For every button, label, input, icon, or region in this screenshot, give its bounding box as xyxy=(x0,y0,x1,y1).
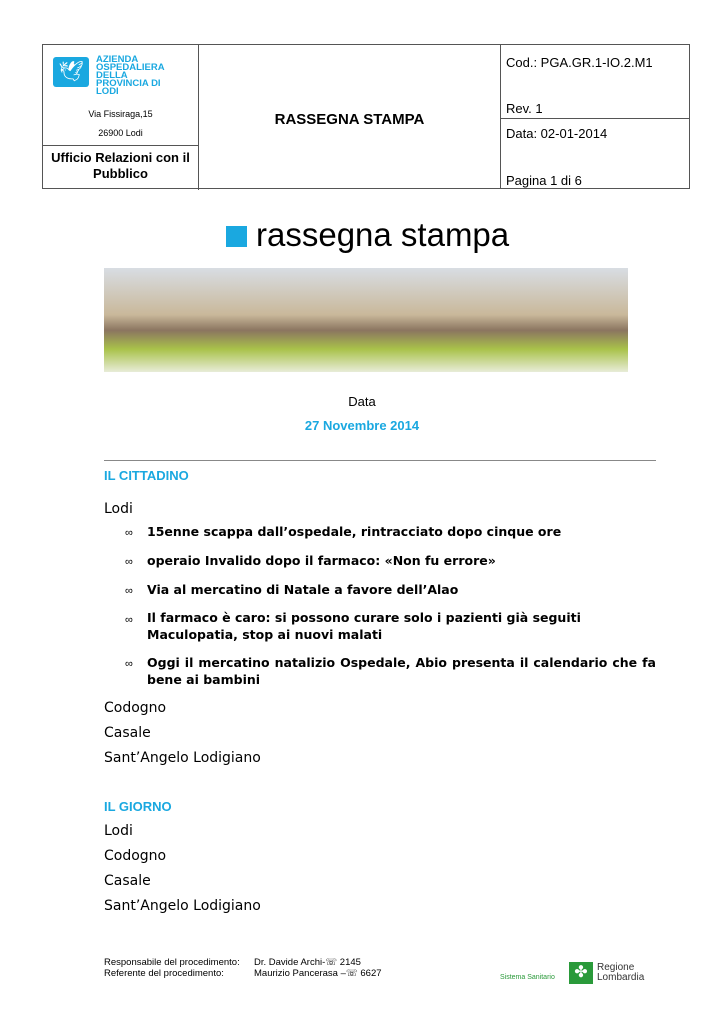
blue-square-icon xyxy=(226,226,247,247)
footer-labels xyxy=(104,957,240,979)
article-link[interactable]: Oggi il mercatino natalizio Ospedale, Abio presenta il calendario che fa bene ai bambini xyxy=(147,655,656,687)
bullet-icon: ∞ xyxy=(125,585,133,597)
document-header-table xyxy=(42,44,690,189)
section-title: IL CITTADINO xyxy=(104,468,189,483)
logo-text: AZIENDA OSPEDALIERA DELLA PROVINCIA DI LODI xyxy=(96,54,165,97)
article-link[interactable]: 15enne scappa dall’ospedale, rintracciato dopo cinque ore xyxy=(147,524,562,539)
logo-region-text: Regione Lombardia xyxy=(597,962,645,983)
resp-label: Responsabile del procedimento: xyxy=(104,957,240,968)
town: Codogno xyxy=(104,700,167,716)
bullet-icon: ∞ xyxy=(125,614,133,626)
divider xyxy=(104,460,656,461)
section-title: IL GIORNO xyxy=(104,799,172,814)
code-cell xyxy=(501,45,689,119)
doc-date: Data: 02-01-2014 xyxy=(506,126,608,141)
doc-page: Pagina 1 di 6 xyxy=(506,173,582,188)
ref-value: Maurizio Pancerasa –☏ 6627 xyxy=(254,968,382,979)
town: Casale xyxy=(104,725,151,741)
address-city: 26900 Lodi xyxy=(98,128,143,138)
logo-cell xyxy=(43,45,199,146)
article-link[interactable]: Il farmaco è caro: si possono curare solo i pazienti già seguiti Maculopatia, stop ai nuovi malati xyxy=(147,610,581,642)
resp-value: Dr. Davide Archi-☏ 2145 xyxy=(254,957,361,968)
town: Codogno xyxy=(104,848,167,864)
doc-rev: Rev. 1 xyxy=(506,101,543,116)
lombardia-logo-icon: ✤ xyxy=(569,962,593,984)
bullet-icon: ∞ xyxy=(125,527,133,539)
doc-title: RASSEGNA STAMPA xyxy=(199,45,501,188)
office-name: Ufficio Relazioni con il Pubblico xyxy=(43,146,199,190)
hospital-banner-image xyxy=(104,268,628,372)
bullet-icon: ∞ xyxy=(125,658,133,670)
dove-logo-icon: 🕊 xyxy=(53,57,89,87)
bullet-icon: ∞ xyxy=(125,556,133,568)
article-link[interactable]: Via al mercatino di Natale a favore dell’Alao xyxy=(147,582,459,597)
article-link[interactable]: operaio Invalido dopo il farmaco: «Non fu errore» xyxy=(147,553,496,568)
town: Lodi xyxy=(104,501,133,517)
town: Sant’Angelo Lodigiano xyxy=(104,750,261,766)
town: Lodi xyxy=(104,823,133,839)
footer-values xyxy=(254,957,382,979)
page-title: rassegna stampa xyxy=(256,216,510,253)
doc-code: Cod.: PGA.GR.1-IO.2.M1 xyxy=(506,55,653,70)
date-label: Data xyxy=(348,394,376,409)
town: Casale xyxy=(104,873,151,889)
date-value: 27 Novembre 2014 xyxy=(304,418,420,433)
logo-small-text: Sistema Sanitario xyxy=(500,974,555,981)
town: Sant’Angelo Lodigiano xyxy=(104,898,261,914)
address-street: Via Fissiraga,15 xyxy=(88,109,153,119)
ref-label: Referente del procedimento: xyxy=(104,968,224,979)
